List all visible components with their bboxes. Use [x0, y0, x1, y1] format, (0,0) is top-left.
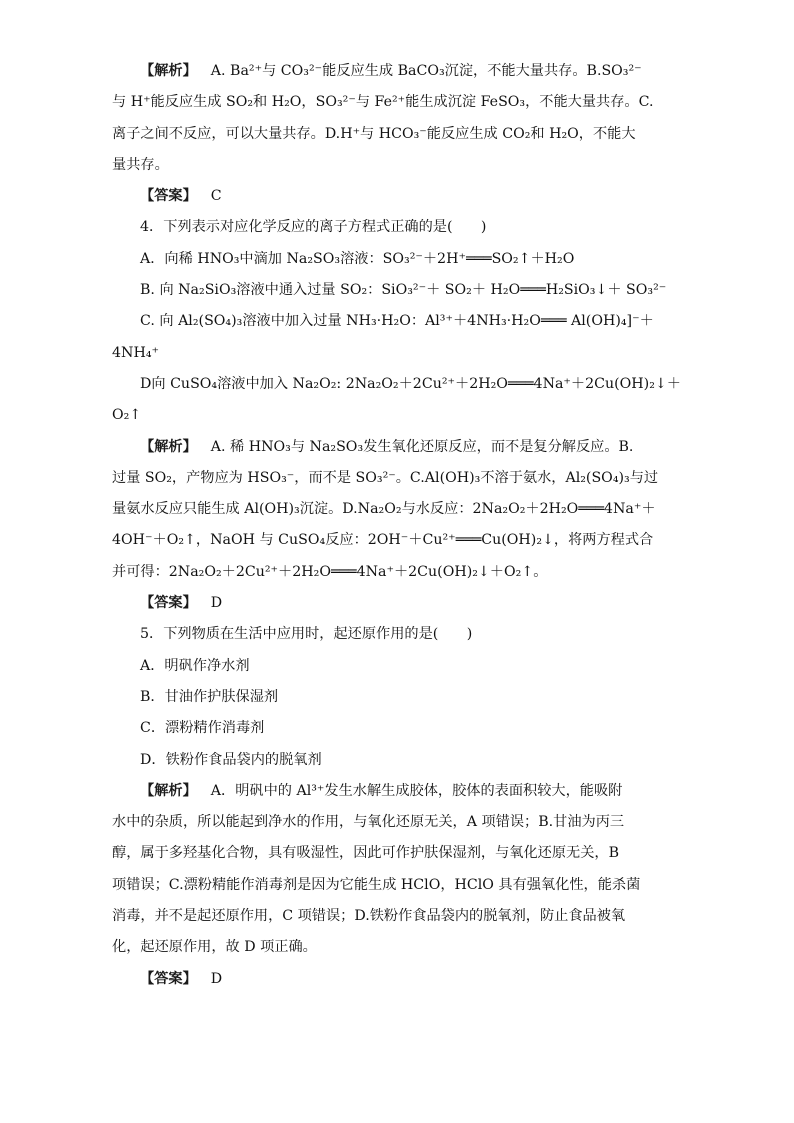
q4-option-d-cont: O₂↑ [112, 407, 142, 424]
q5-option-b: B．甘油作护肤保湿剂 [140, 688, 279, 705]
q4-analysis-line: 【解析】 A. 稀 HNO₃与 Na₂SO₃发生氧化还原反应，而不是复分解反应。B. [140, 438, 634, 455]
analysis-label: 【解析】 [140, 63, 197, 79]
q5-option-a: A．明矾作净水剂 [140, 657, 250, 674]
q5-analysis-line: 项错误；C.漂粉精能作消毒剂是因为它能生成 HClO，HClO 具有强氧化性，能杀菌 [112, 876, 641, 893]
q5-option-c: C．漂粉精作消毒剂 [140, 720, 265, 737]
q3-analysis-line: 与 H⁺能反应生成 SO₂和 H₂O，SO₃²⁻与 Fe²⁺能生成沉淀 FeSO₃，不能大量共存。C. [112, 94, 654, 111]
analysis-label: 【解析】 [140, 782, 197, 799]
q4-analysis-line: 量氨水反应只能生成 Al(OH)₃沉淀。D.Na₂O₂与水反应：2Na₂O₂＋2H₂O═══4Na⁺＋ [112, 501, 656, 518]
q4-analysis-line: 4OH⁻＋O₂↑，NaOH 与 CuSO₄反应：2OH⁻＋Cu²⁺═══Cu(OH)₂↓，将两方程式合 [112, 532, 654, 549]
q4-option-c-cont: 4NH₄⁺ [112, 344, 159, 361]
q5-analysis-line: 【解析】 A．明矾中的 Al³⁺发生水解生成胶体，胶体的表面积较大，能吸附 [140, 782, 623, 799]
q3-analysis-line: 【解析】 A. Ba²⁺与 CO₃²⁻能反应生成 BaCO₃沉淀，不能大量共存。B.SO₃²⁻ [140, 63, 642, 79]
document-page [112, 56, 686, 995]
q4-analysis-line: 过量 SO₂，产物应为 HSO₃⁻，而不是 SO₃²⁻。C.Al(OH)₃不溶于氨水，Al₂(SO₄)₃与过 [112, 469, 659, 486]
q5-analysis-line: 水中的杂质，所以能起到净水的作用，与氧化还原无关，A 项错误；B.甘油为丙三 [112, 814, 625, 831]
q5-analysis-line: 消毒，并不是起还原作用，C 项错误；D.铁粉作食品袋内的脱氧剂，防止食品被氧 [112, 908, 626, 925]
q5-analysis-line: 化，起还原作用，故 D 项正确。 [112, 939, 317, 956]
q3-analysis-line: 离子之间不反应，可以大量共存。D.H⁺与 HCO₃⁻能反应生成 CO₂和 H₂O，不能大 [112, 125, 636, 142]
q3-answer [112, 181, 686, 212]
q4-option-b: B. 向 Na₂SiO₃溶液中通入过量 SO₂：SiO₃²⁻＋ SO₂＋ H₂O═══H₂SiO₃↓＋ SO₃²⁻ [140, 282, 667, 299]
answer-label: 【答案】 [140, 970, 197, 987]
analysis-label: 【解析】 [140, 438, 197, 455]
q4-option-a: A．向稀 HNO₃中滴加 Na₂SO₃溶液：SO₃²⁻＋2H⁺═══SO₂↑＋H₂O [140, 250, 575, 267]
q4-answer [112, 588, 686, 619]
answer-value: D [210, 595, 223, 612]
answer-label: 【答案】 [140, 188, 197, 205]
answer-value: D [210, 970, 223, 987]
answer-value: C [210, 188, 222, 205]
q4-stem: 4．下列表示对应化学反应的离子方程式正确的是( ) [140, 219, 487, 236]
q5-stem: 5．下列物质在生活中应用时，起还原作用的是( ) [140, 626, 473, 643]
q5-analysis-line: 醇，属于多羟基化合物，具有吸湿性，因此可作护肤保湿剂，与氧化还原无关，B [112, 845, 619, 862]
answer-label: 【答案】 [140, 595, 197, 612]
q4-analysis-line: 并可得：2Na₂O₂＋2Cu²⁺＋2H₂O═══4Na⁺＋2Cu(OH)₂↓＋O₂↑。 [112, 563, 548, 580]
q3-analysis-line: 量共存。 [112, 156, 169, 173]
q5-answer [112, 964, 686, 995]
q5-option-d: D．铁粉作食品袋内的脱氧剂 [140, 751, 322, 768]
q4-option-d: D向 CuSO₄溶液中加入 Na₂O₂: 2Na₂O₂＋2Cu²⁺＋2H₂O═══4Na⁺＋2Cu(OH)₂↓＋ [140, 375, 681, 392]
q4-option-c: C. 向 Al₂(SO₄)₃溶液中加入过量 NH₃·H₂O：Al³⁺＋4NH₃·H₂O═══ Al(OH)₄]⁻＋ [140, 313, 654, 330]
